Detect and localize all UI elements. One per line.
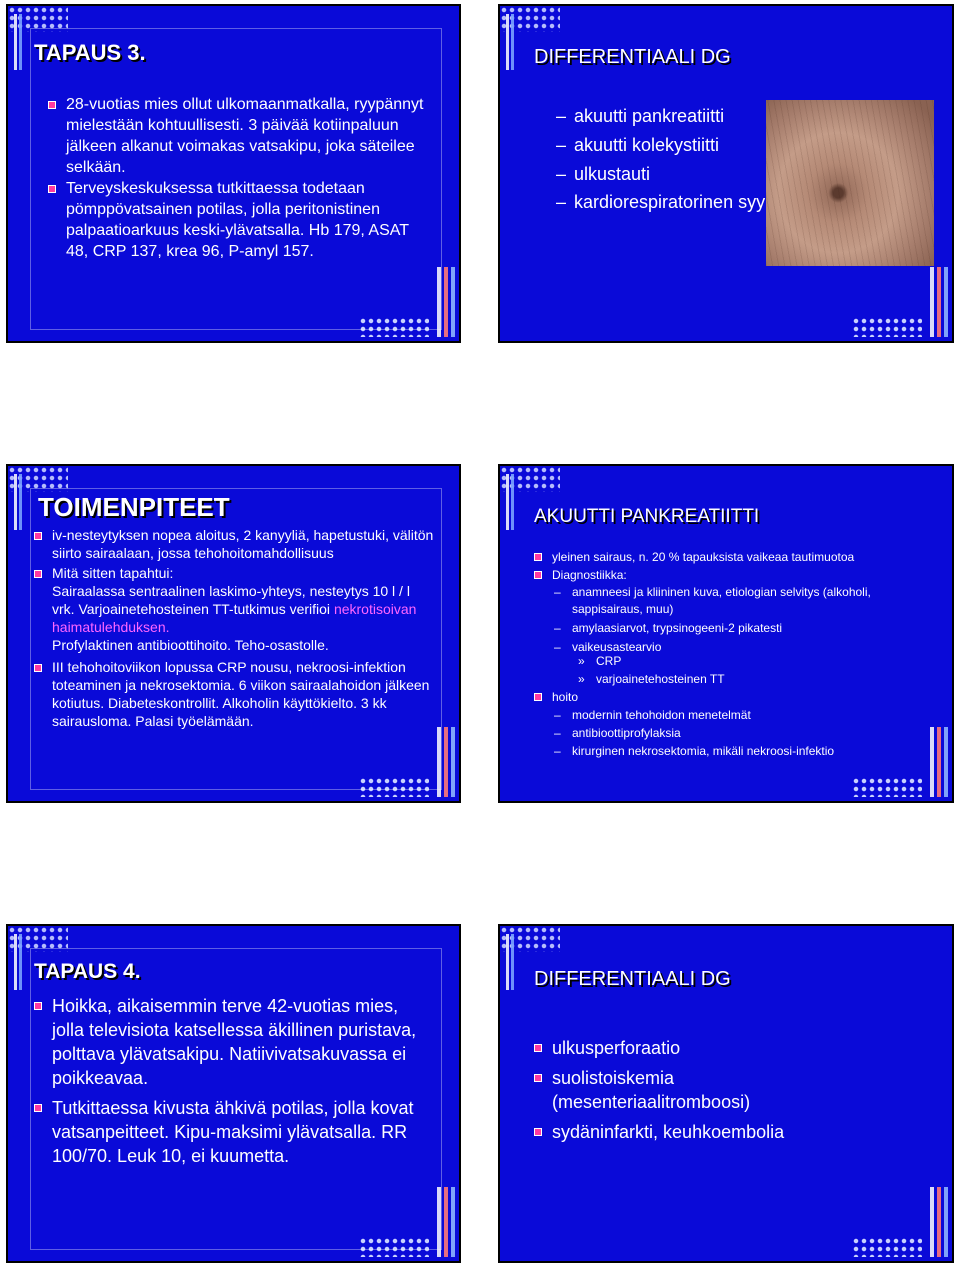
list-item: – antibioottiprofylaksia xyxy=(554,724,934,742)
slide-title: TAPAUS 4. xyxy=(34,960,141,983)
bullet-list xyxy=(34,994,434,1168)
list-item: yleinen sairaus, n. 20 % tapauksista vaikeaa tautimuotoa xyxy=(534,548,939,566)
list-item: – kirurginen nekrosektomia, mikäli nekroosi-infektio xyxy=(554,742,934,760)
list-item: hoito xyxy=(534,688,834,706)
list-item: » varjoainetehosteinen TT xyxy=(578,670,918,688)
list-item xyxy=(34,526,434,562)
list-item: – akuutti kolekystiitti xyxy=(556,131,771,160)
list-item: – ulkustauti xyxy=(556,160,771,189)
slide-title: AKUUTTI PANKREATIITTI xyxy=(534,506,760,527)
bullet-list xyxy=(534,548,939,584)
differential-list xyxy=(556,102,771,215)
list-item: » CRP xyxy=(578,652,918,670)
list-item xyxy=(34,564,434,654)
list-item: – vaikeusastearvio xyxy=(554,639,934,656)
list-item: Diagnostiikka: xyxy=(534,566,939,584)
list-item: suolistoiskemia (mesenteriaalitromboosi) xyxy=(534,1066,782,1114)
slide-title: TAPAUS 3. xyxy=(34,40,146,65)
list-item: Hoikka, aikaisemmin terve 42-vuotias mies, jolla televisiota katsellessa äkillinen puristava, polttava ylävatsakipu. Natiivivatsakuvassa ei poikkeavaa. xyxy=(34,994,434,1090)
list-item: – anamneesi ja kliininen kuva, etiologian selvitys (alkoholi, sappisairaus, muu) xyxy=(554,584,934,618)
list-item: – amylaasiarvot, trypsinogeeni-2 pikatesti xyxy=(554,620,934,637)
bullet-list xyxy=(34,526,434,730)
paragraph-text: Profylaktinen antibioottihoito. Teho-osastolle. xyxy=(52,637,329,653)
list-item: – akuutti pankreatiitti xyxy=(556,102,771,131)
list-item: sydäninfarkti, keuhkoembolia xyxy=(534,1120,934,1144)
list-item: 28-vuotias mies ollut ulkomaanmatkalla, ryypännyt mielestään kohtuullisesti. 3 päivää kotiinpaluun jälkeen alkanut voimakas vatsakipu, joka säteilee selkään. xyxy=(48,94,433,178)
list-item: – modernin tehohoidon menetelmät xyxy=(554,706,934,724)
highlighted-text: nekrotisoivan haimatulehduksen. xyxy=(52,601,417,635)
paragraph-text: Sairaalassa sentraalinen laskimo-yhteys, nesteytys 10 l / l vrk. Varjoainetehosteinen TT-tutkimus verifioi xyxy=(52,583,410,617)
list-item: Terveyskeskuksessa tutkittaessa todetaan pömppövatsainen potilas, jolla peritonistinen palpaatioarkuus keski-ylävatsalla. Hb 179, ASAT 48, CRP 137, krea 96, P-amyl 157. xyxy=(48,178,433,262)
slide-toimenpiteet xyxy=(6,464,461,803)
slide-differentiaali-dg-2 xyxy=(498,924,954,1263)
slide-tapaus-4 xyxy=(6,924,461,1263)
list-item: – kardiorespiratorinen syy xyxy=(556,189,771,215)
slide-title: TOIMENPITEET xyxy=(38,492,230,522)
list-item xyxy=(34,658,434,730)
diagnostics-list xyxy=(554,584,934,656)
treatment-heading xyxy=(534,688,834,706)
slide-akuutti-pankreatiitti xyxy=(498,464,954,803)
severity-list xyxy=(578,652,918,688)
abdomen-photo xyxy=(766,100,934,266)
bullet-list xyxy=(48,94,433,262)
slide-title: DIFFERENTIAALI DG xyxy=(534,46,731,68)
differential-list xyxy=(534,1036,934,1144)
list-item: Tutkittaessa kivusta ähkivä potilas, jolla kovat vatsanpeitteet. Kipu-maksimi ylävatsalla. RR 100/70. Leuk 10, ei kuumetta. xyxy=(34,1096,434,1168)
list-item: ulkusperforaatio xyxy=(534,1036,934,1060)
paragraph-text: III tehohoitoviikon lopussa CRP nousu, nekroosi-infektion toteaminen ja nekrosektomia. 6 viikon sairaalahoidon jälkeen kotiutus. Diabeteskontrollit. Alkoholin käyttökielto. 3 kk sairausloma. Palasi työelämään. xyxy=(52,659,430,729)
treatment-list xyxy=(554,706,934,760)
paragraph-heading: Mitä sitten tapahtui: xyxy=(52,565,174,581)
slide-tapaus-3 xyxy=(6,4,461,343)
paragraph-text: iv-nesteytyksen nopea aloitus, 2 kanyyliä, hapetustuki, välitön siirto sairaalaan, jossa tehohoitomahdollisuus xyxy=(52,527,434,561)
slide-title: DIFFERENTIAALI DG xyxy=(534,968,731,990)
